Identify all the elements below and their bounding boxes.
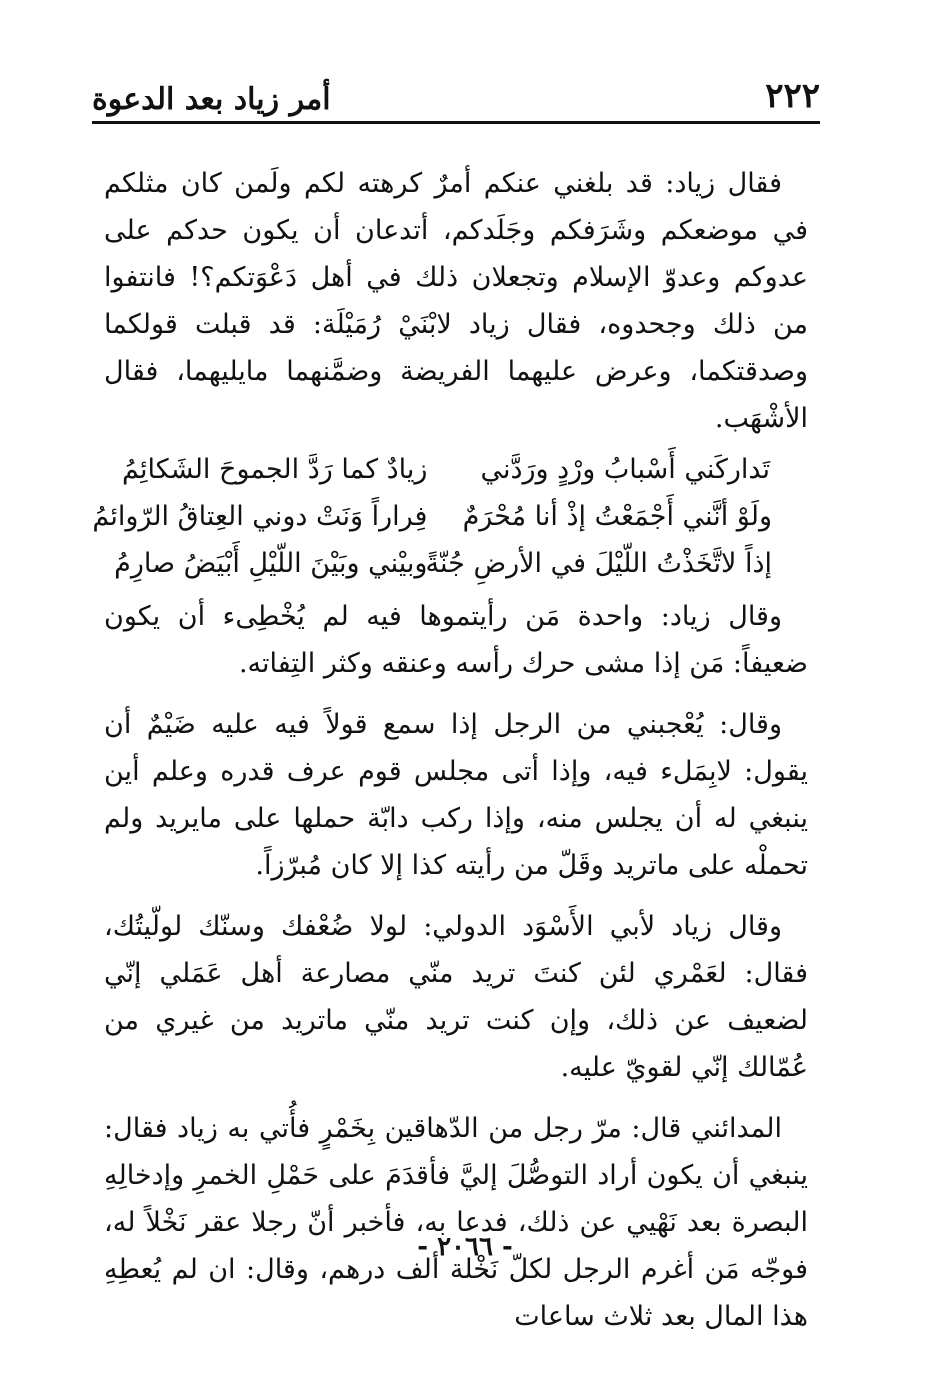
- poem-verse: [122, 446, 772, 493]
- verse-first-hemistich: إذاً لاتَّخَذْتُ اللّيْلَ في الأرضِ جُنّةً: [425, 548, 772, 579]
- paragraph: فقال زياد: قد بلغني عنكم أمرٌ كرهته لكم ولَمن كان مثلكم في موضعكم وشَرَفكم وجَلَدكم، أتدعان أن يكون حدكم على عدوكم وعدوّ الإسلام وتجعلان ذلك في أهل دَعْوَتكم؟! فانتفوا من ذلك وجحدوه، فقال زياد لابْنَيْ رُمَيْلَة: قد قبلت قولكما وصدقتكما، وعرض عليهما الفريضة وضمَّنهما مايليهما، فقال الأشْهَب.: [104, 168, 808, 434]
- poem-verse: [114, 540, 772, 587]
- paragraph: وقال زياد: واحدة مَن رأيتموها فيه لم يُخْطِىء أن يكون ضعيفاً: مَن إذا مشى حرك رأسه وعنقه وكثر التِفاته.: [104, 601, 808, 679]
- page-number: ٢٢٢: [765, 76, 820, 116]
- body-text: [92, 160, 808, 1340]
- verse-second-hemistich: زيادٌ كما رَدَّ الجموحَ الشَكائِمُ: [122, 454, 428, 485]
- footer-page-mark: - ٢٠٦٦ -: [417, 1232, 513, 1262]
- verse-first-hemistich: تَداركَني أَسْبابُ ورْدٍ ورَدَّني: [480, 454, 771, 485]
- page-footer: [0, 1232, 930, 1262]
- header-rule: [92, 121, 820, 124]
- poem-verse: [92, 493, 772, 540]
- paragraph: وقال: يُعْجبني من الرجل إذا سمع قولاً فيه عليه ضَيْمٌ أن يقول: لابِمَلء فيه، وإذا أتى مجلس قوم عرف قدره وعلم أين ينبغي له أن يجلس منه، وإذا ركب دابّة حملها على مايريد ولم تحملْه على ماتريد وقَلّ من رأيته كذا إلا كان مُبرّزاً.: [104, 709, 808, 881]
- verse-second-hemistich: فِراراً وَنَتْ دوني العِتاقُ الرّوائمُ: [92, 501, 428, 532]
- paragraph: وقال زياد لأبي الأَسْوَد الدولي: لولا ضُعْفك وسنّك لولّيتُك، فقال: لعَمْري لئن كنتَ تريد منّي مصارعة أهل عَمَلي إنّي لضعيف عن ذلك، وإن كنت تريد منّي ماتريد من غيري من عُمّالك إنّي لقويّ عليه.: [104, 911, 808, 1083]
- verse-first-hemistich: ولَوْ أنَّني أَجْمَعْتُ إذْ أنا مُحْرَمٌ: [462, 501, 772, 532]
- paragraph: المدائني قال: مرّ رجل من الدّهاقين بِخَمْرٍ فأُتي به زياد فقال: ينبغي أن يكون أراد التوصُّلَ إليَّ فأقدَمَ على حَمْلِ الخمرِ وإدخالِهِ البصرة بعد نَهْيي عن ذلك، فدعا به، فأخبر أنّ رجلا عقر نَخْلاً له، فوجّه مَن أغرم الرجل لكلّ نَخْلة ألف درهم، وقال: ان لم يُعطِهِ هذا المال بعد ثلاث ساعات: [104, 1113, 808, 1332]
- running-title: أمر زياد بعد الدعوة: [92, 82, 331, 117]
- page-header: [92, 70, 820, 122]
- verse-second-hemistich: وبيْني وبَيْنَ اللّيْلِ أَبْيَضُ صارِمُ: [114, 548, 428, 579]
- poem: [92, 446, 772, 587]
